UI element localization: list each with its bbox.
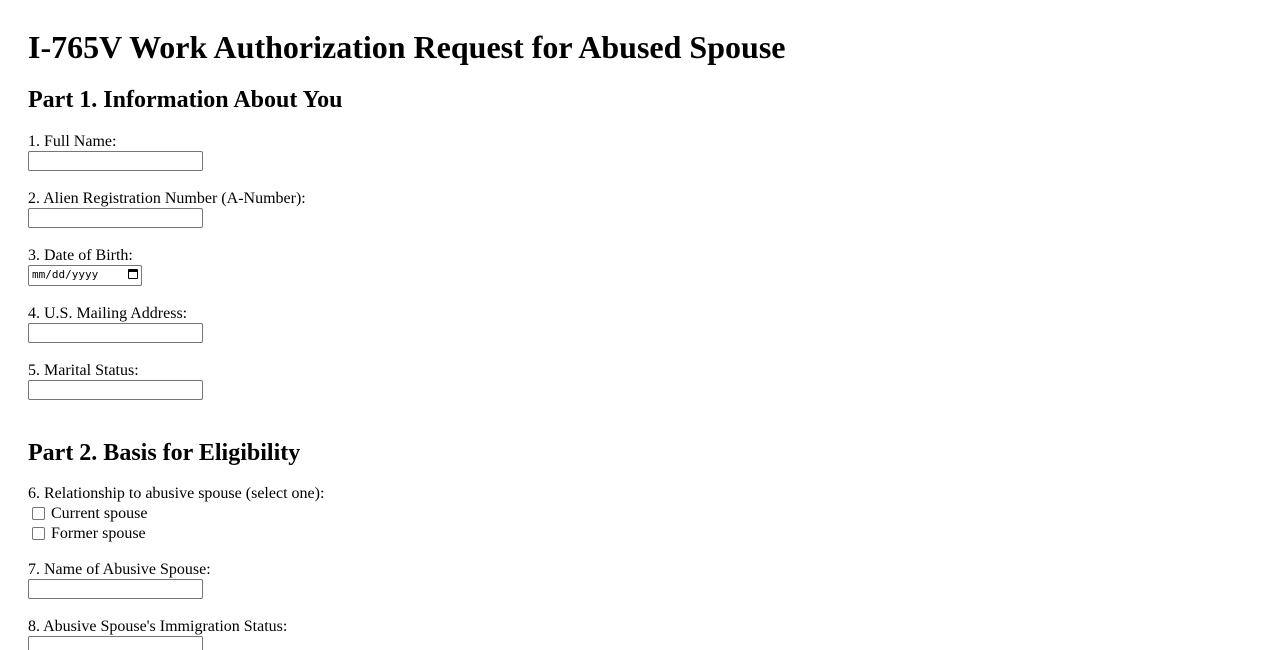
marital-status-input[interactable] xyxy=(28,380,203,400)
full-name-input[interactable] xyxy=(28,151,203,171)
current-spouse-label: Current spouse xyxy=(51,505,148,522)
abuser-status-label: 8. Abusive Spouse's Immigration Status: xyxy=(28,618,288,635)
dob-input[interactable] xyxy=(28,265,142,286)
current-spouse-option[interactable] xyxy=(32,505,147,523)
marital-status-label: 5. Marital Status: xyxy=(28,362,139,379)
former-spouse-option[interactable] xyxy=(32,525,146,543)
abuser-status-input[interactable] xyxy=(28,636,203,650)
address-input[interactable] xyxy=(28,323,203,343)
dob-placeholder: mm/dd/yyyy xyxy=(32,268,99,281)
calendar-icon[interactable] xyxy=(128,269,138,279)
a-number-label: 2. Alien Registration Number (A-Number): xyxy=(28,190,306,207)
full-name-label: 1. Full Name: xyxy=(28,133,117,150)
part2-heading: Part 2. Basis for Eligibility xyxy=(28,440,301,466)
relationship-label: 6. Relationship to abusive spouse (select one): xyxy=(28,485,325,502)
former-spouse-checkbox[interactable] xyxy=(32,527,45,540)
former-spouse-label: Former spouse xyxy=(51,525,146,542)
current-spouse-checkbox[interactable] xyxy=(32,507,45,520)
dob-label: 3. Date of Birth: xyxy=(28,247,133,264)
part1-heading: Part 1. Information About You xyxy=(28,87,343,113)
page-title: I-765V Work Authorization Request for Abused Spouse xyxy=(28,29,786,65)
a-number-input[interactable] xyxy=(28,208,203,228)
abuser-name-input[interactable] xyxy=(28,579,203,599)
abuser-name-label: 7. Name of Abusive Spouse: xyxy=(28,561,211,578)
address-label: 4. U.S. Mailing Address: xyxy=(28,305,188,322)
